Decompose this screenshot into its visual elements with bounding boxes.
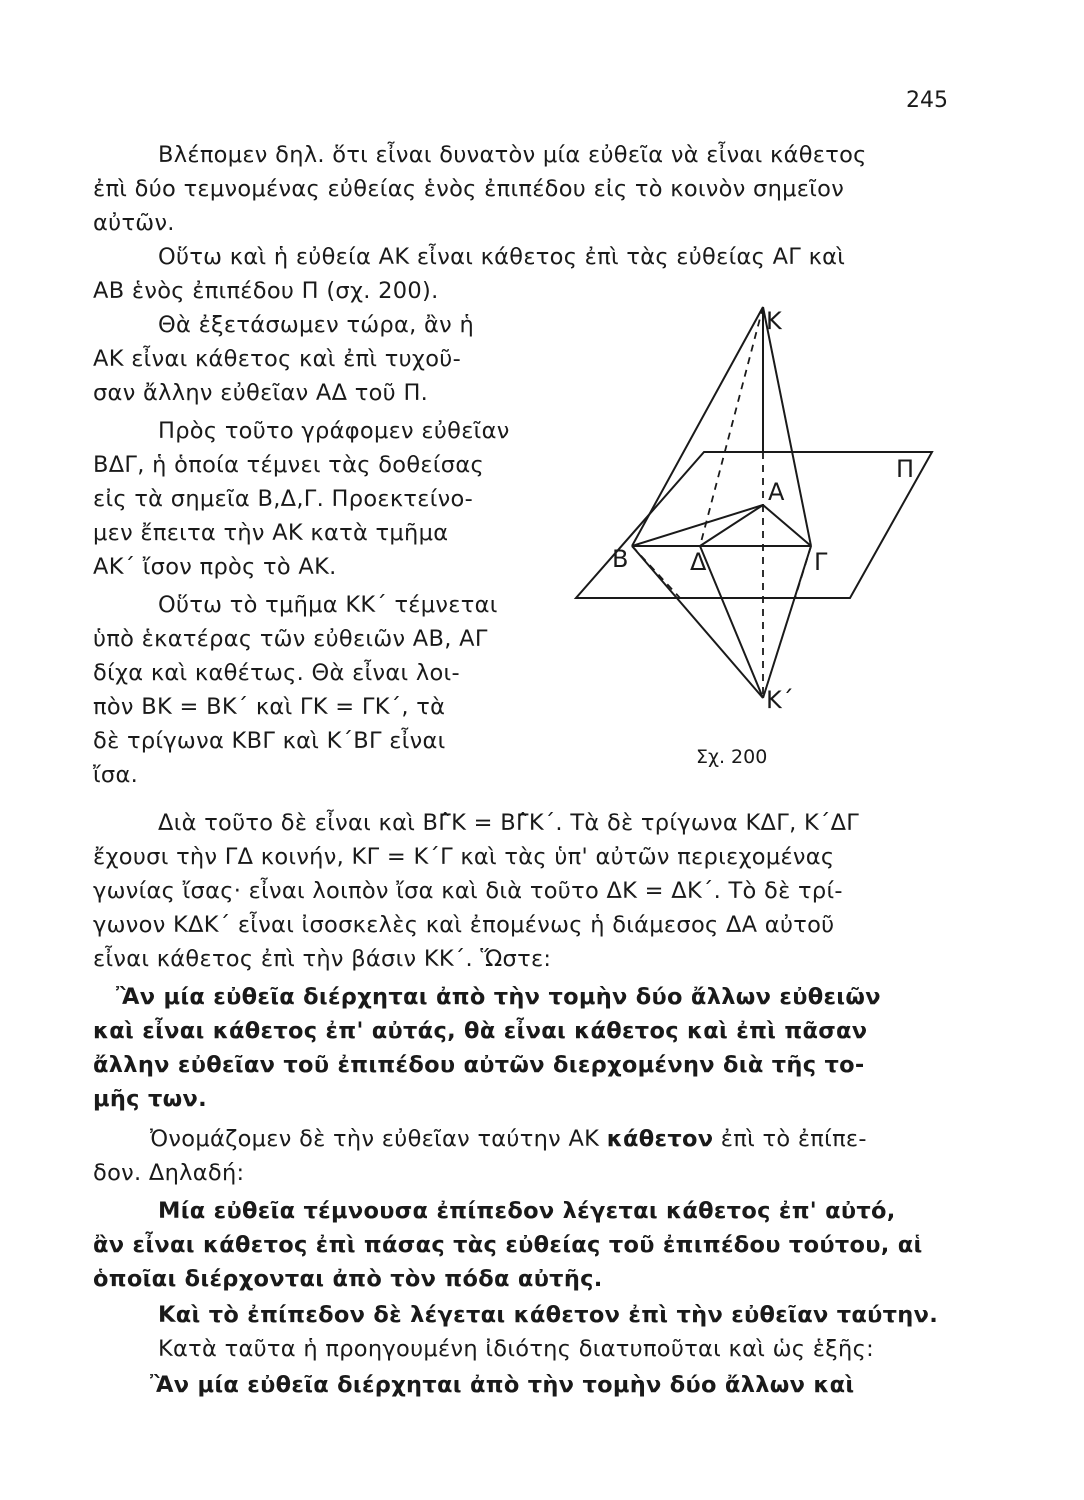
figure-200 <box>570 295 970 785</box>
definition-line: Καὶ τὸ ἐπίπεδον δὲ λέγεται κάθετον ἐπὶ τὴν εὐθεῖαν ταύτην. <box>158 1302 939 1328</box>
text-span: ἐπὶ τὸ ἐπίπε- <box>713 1126 867 1152</box>
text-line: ΒΔΓ, ἡ ὁποία τέμνει τὰς δοθείσας <box>93 452 484 478</box>
theorem-line: ἄλλην εὐθεῖαν τοῦ ἐπιπέδου αὐτῶν διερχομένην διὰ τῆς το- <box>93 1052 865 1078</box>
emphasis-term: κάθετον <box>606 1126 714 1152</box>
text-line: ἐπὶ δύο τεμνομένας εὐθείας ἑνὸς ἐπιπέδου εἰς τὸ κοινὸν σημεῖον <box>93 176 845 202</box>
text-line: Οὕτω καὶ ἡ εὐθεία ΑΚ εἶναι κάθετος ἐπὶ τὰς εὐθείας ΑΓ καὶ <box>158 244 846 270</box>
page-number: 245 <box>906 88 948 113</box>
text-line: Θὰ ἐξετάσωμεν τώρα, ἂν ἡ <box>158 312 475 338</box>
label-k: Κ <box>766 307 782 335</box>
definition-line: ἂν εἶναι κάθετος ἐπὶ πάσας τὰς εὐθείας τοῦ ἐπιπέδου τούτου, αἱ <box>93 1232 923 1258</box>
text-line: εἶναι κάθετος ἐπὶ τὴν βάσιν ΚΚ΄. Ὥστε: <box>93 946 552 972</box>
text-line: πὸν ΒΚ = ΒΚ΄ καὶ ΓΚ = ΓΚ΄, τὰ <box>93 694 446 720</box>
text-line: Κατὰ ταῦτα ἡ προηγουμένη ἰδιότης διατυποῦται καὶ ὡς ἑξῆς: <box>158 1336 874 1362</box>
text-line <box>150 1124 867 1154</box>
theorem-line: καὶ εἶναι κάθετος ἐπ' αὐτάς, θὰ εἶναι κάθετος καὶ ἐπὶ πᾶσαν <box>93 1018 868 1044</box>
text-line: ἴσα. <box>93 762 139 788</box>
figure-caption: Σχ. 200 <box>696 746 768 768</box>
definition-line: Μία εὐθεῖα τέμνουσα ἐπίπεδον λέγεται κάθετος ἐπ' αὐτό, <box>158 1198 896 1224</box>
theorem-line: μῆς των. <box>93 1086 207 1112</box>
text-line: δίχα καὶ καθέτως. Θὰ εἶναι λοι- <box>93 660 460 686</box>
theorem-line: Ἂν μία εὐθεῖα διέρχηται ἀπὸ τὴν τομὴν δύο ἄλλων εὐθειῶν <box>116 984 881 1010</box>
plane-pi <box>576 452 932 598</box>
text-line: εἰς τὰ σημεῖα Β,Δ,Γ. Προεκτείνο- <box>93 486 473 512</box>
text-line: αὐτῶν. <box>93 210 175 236</box>
text-line: Διὰ τοῦτο δὲ εἶναι καὶ ΒΓ̂Κ = ΒΓ̂Κ΄. Τὰ δὲ τρίγωνα ΚΔΓ, Κ΄ΔΓ <box>158 810 860 836</box>
text-line: Οὕτω τὸ τμῆμα ΚΚ΄ τέμνεται <box>158 592 498 618</box>
definition-line: ὁποῖαι διέρχονται ἀπὸ τὸν πόδα αὐτῆς. <box>93 1266 603 1292</box>
label-k-prime: Κ΄ <box>766 686 794 714</box>
text-line: Πρὸς τοῦτο γράφομεν εὐθεῖαν <box>158 418 510 444</box>
text-span: Ὀνομάζομεν δὲ τὴν εὐθεῖαν ταύτην ΑΚ <box>150 1126 607 1152</box>
text-line: Βλέπομεν δηλ. ὅτι εἶναι δυνατὸν μία εὐθεῖα νὰ εἶναι κάθετος <box>158 142 867 168</box>
text-line: δον. Δηλαδή: <box>93 1160 245 1186</box>
text-line: μεν ἔπειτα τὴν ΑΚ κατὰ τμῆμα <box>93 520 449 546</box>
text-line: ΑΚ εἶναι κάθετος καὶ ἐπὶ τυχοῦ- <box>93 346 462 372</box>
text-line: ὑπὸ ἑκατέρας τῶν εὐθειῶν ΑΒ, ΑΓ <box>93 626 488 652</box>
text-line: γωνον ΚΔΚ΄ εἶναι ἰσοσκελὲς καὶ ἐπομένως ἡ διάμεσος ΔΑ αὐτοῦ <box>93 912 835 938</box>
text-line: ἔχουσι τὴν ΓΔ κοινήν, ΚΓ = Κ΄Γ καὶ τὰς ὑπ' αὐτῶν περιεχομένας <box>93 844 835 870</box>
label-g: Γ <box>814 548 828 576</box>
text-line: ΑΒ ἑνὸς ἐπιπέδου Π (σχ. 200). <box>93 278 439 304</box>
label-b: Β <box>612 545 629 573</box>
theorem-line: Ἂν μία εὐθεῖα διέρχηται ἀπὸ τὴν τομὴν δύο ἄλλων καὶ <box>150 1372 855 1398</box>
label-p: Π <box>896 455 915 483</box>
text-line: σαν ἄλλην εὐθεῖαν ΑΔ τοῦ Π. <box>93 380 429 406</box>
label-a: Α <box>768 478 785 506</box>
label-d: Δ <box>690 548 707 576</box>
text-line: δὲ τρίγωνα ΚΒΓ καὶ Κ΄ΒΓ εἶναι <box>93 728 446 754</box>
text-line: ΑΚ΄ ἴσον πρὸς τὸ ΑΚ. <box>93 554 337 580</box>
text-line: γωνίας ἴσας· εἶναι λοιπὸν ἴσα καὶ διὰ τοῦτο ΔΚ = ΔΚ΄. Τὸ δὲ τρί- <box>93 878 843 904</box>
